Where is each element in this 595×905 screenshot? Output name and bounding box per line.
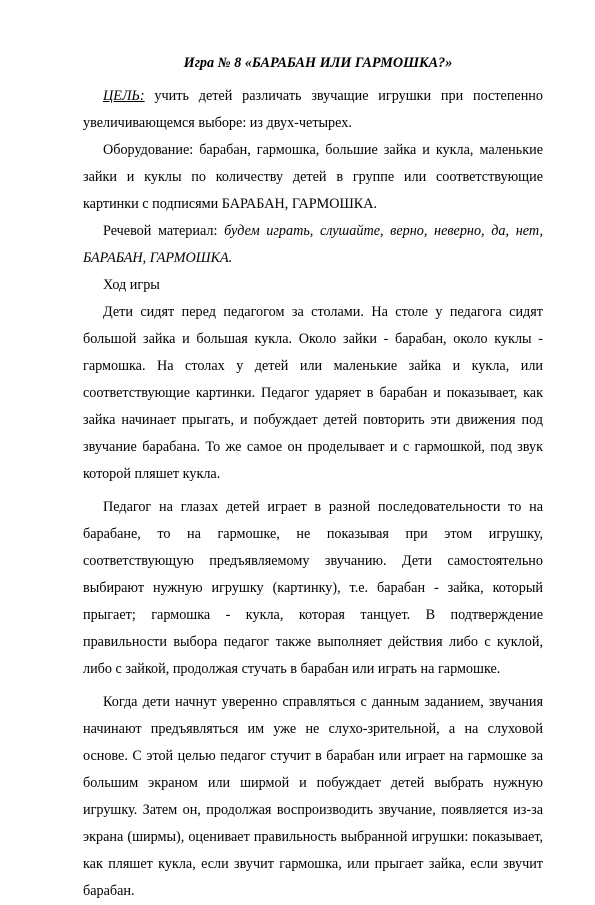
speech-material-label: Речевой материал:	[103, 223, 225, 239]
game-progress-heading: Ход игры	[103, 277, 160, 293]
goal-label: ЦЕЛЬ:	[103, 88, 145, 104]
equipment-paragraph: Оборудование: барабан, гармошка, большие зайка и кукла, маленькие зайки и куклы по количеству детей в группе или соответствующие картинки с подписями БАРАБАН, ГАРМОШКА.	[83, 142, 543, 212]
speech-material-text: будем играть, слушайте, верно, неверно, да, нет, БАРАБАН, ГАРМОШКА.	[83, 223, 543, 266]
goal-text: учить детей различать звучащие игрушки при постепенно увеличивающемся выборе: из двух-четырех.	[83, 88, 543, 131]
goal-paragraph	[83, 83, 543, 137]
body-paragraph-3: Когда дети начнут уверенно справляться с данным заданием, звучания начинают предъявляться им уже не слухо-зрительной, а на слуховой основе. С этой целью педагог стучит в барабан или играет на гармошке за большим экраном или ширмой и побуждает детей выбрать нужную игрушку. Затем он, продолжая воспроизводить звучание, появляется из-за экрана (ширмы), оценивает правильность выбранной игрушки: показывает, как пляшет кукла, если звучит гармошка, или прыгает зайка, если звучит барабан.	[83, 694, 543, 899]
body-paragraph-2: Педагог на глазах детей играет в разной последовательности то на барабане, то на гармошке, не показывая при этом игрушку, соответствующую предъявляемому звучанию. Дети самостоятельно выбирают нужную игрушку (картинку), т.е. барабан - зайка, который прыгает; гармошка - кукла, которая танцует. В подтверждение правильности выбора педагог также выполняет действия либо с куклой, либо с зайкой, продолжая стучать в барабан или играть на гармошке.	[83, 499, 543, 677]
body-paragraph-1: Дети сидят перед педагогом за столами. На столе у педагога сидят большой зайка и большая кукла. Около зайки - барабан, около куклы - гармошка. На столах у детей или маленькие зайка и кукла, или соответствующие картинки. Педагог ударяет в барабан и показывает, как зайка начинает прыгать, и побуждает детей повторить эти движения под звучание барабана. То же самое он проделывает и с гармошкой, под звук которой пляшет кукла.	[83, 304, 543, 482]
speech-material-paragraph	[83, 218, 543, 272]
game-title: Игра № 8 «БАРАБАН ИЛИ ГАРМОШКА?»	[183, 55, 453, 71]
